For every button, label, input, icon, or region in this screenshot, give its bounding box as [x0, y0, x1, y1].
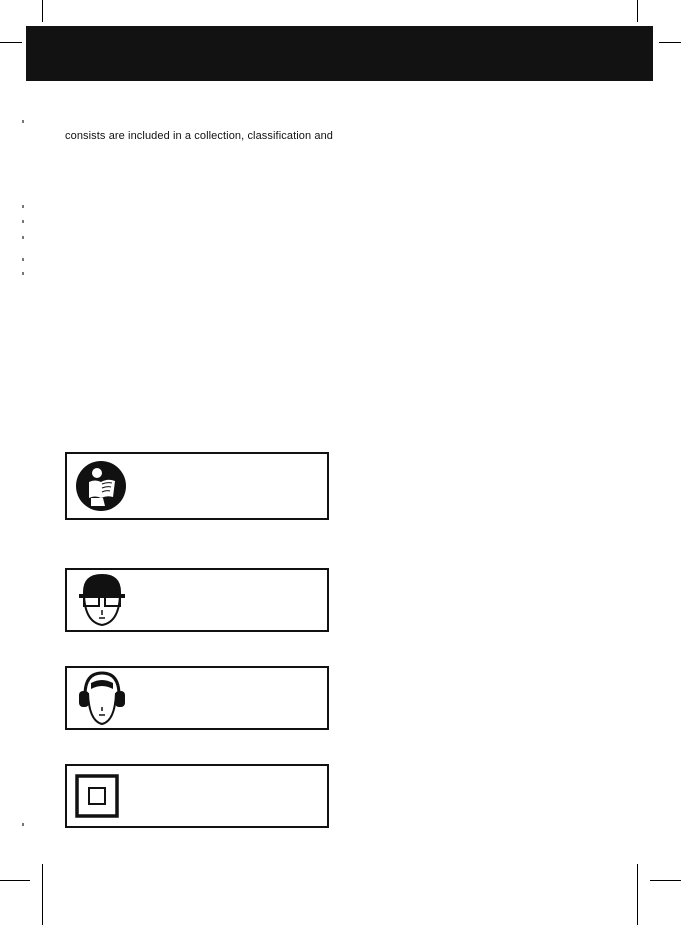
gutter-mark	[22, 236, 24, 239]
gutter-mark	[22, 272, 24, 275]
gutter-mark	[22, 120, 24, 123]
crop-mark	[637, 0, 638, 22]
crop-mark	[637, 864, 638, 925]
header-bar	[26, 26, 653, 81]
crop-mark	[659, 42, 681, 43]
symbol-box-ear-protection	[65, 666, 329, 730]
symbol-box-double-insulation	[65, 764, 329, 828]
gutter-mark	[22, 205, 24, 208]
crop-mark	[0, 880, 30, 881]
ear-protection-icon	[75, 669, 129, 727]
crop-mark	[0, 42, 22, 43]
body-text: consists are included in a collection, classification and	[65, 130, 334, 142]
crop-mark	[42, 864, 43, 925]
crop-mark	[42, 0, 43, 22]
symbol-box-read-manual	[65, 452, 329, 520]
gutter-mark	[22, 220, 24, 223]
gutter-mark	[22, 258, 24, 261]
symbol-box-safety-glasses	[65, 568, 329, 632]
crop-mark	[650, 880, 681, 881]
read-manual-icon	[75, 460, 127, 512]
double-insulation-icon	[75, 774, 119, 818]
gutter-mark	[22, 823, 24, 826]
safety-glasses-icon	[75, 572, 129, 628]
